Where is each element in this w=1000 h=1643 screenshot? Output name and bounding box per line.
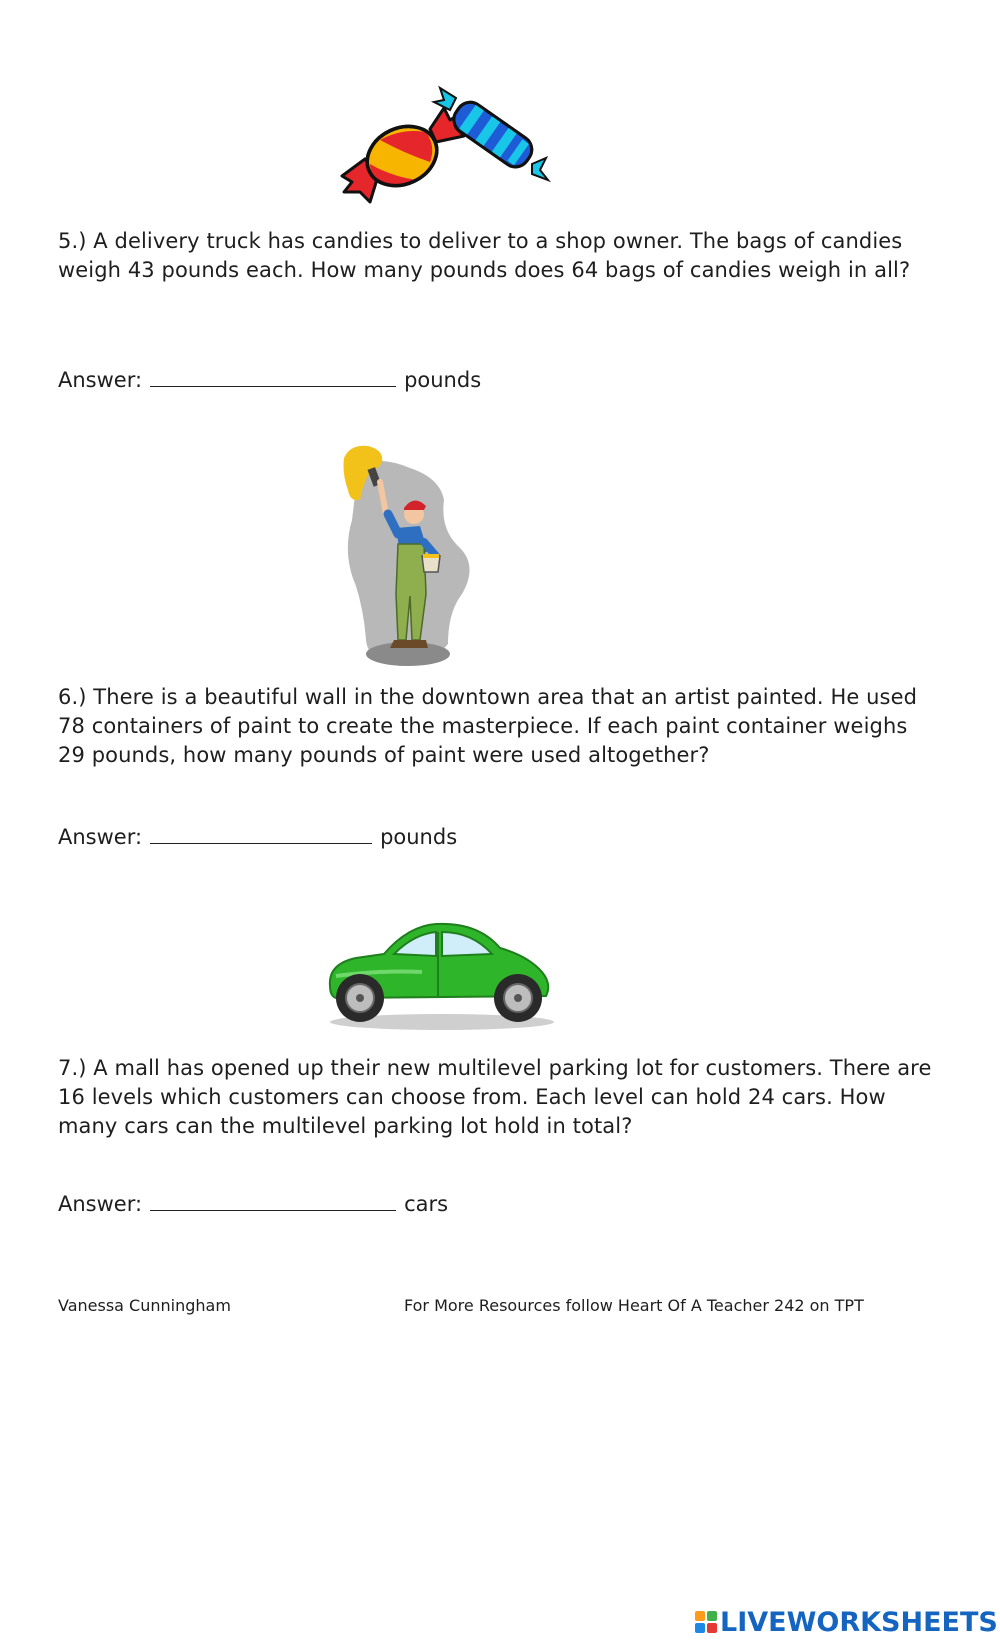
answer-unit: cars [404, 1192, 449, 1216]
liveworksheets-icon [694, 1610, 718, 1634]
question-5-text: 5.) A delivery truck has candies to deliver to a shop owner. The bags of candies weigh 43 pounds each. How many pounds does 64 bags of candies weigh in all? [58, 229, 911, 282]
answer-blank-7[interactable] [150, 1190, 396, 1211]
liveworksheets-logo[interactable] [694, 1606, 998, 1638]
answer-label: Answer: [58, 1192, 143, 1216]
brand-name: LIVEWORKSHEETS [720, 1606, 998, 1638]
question-7-text: 7.) A mall has opened up their new multilevel parking lot for customers. There are 16 levels which customers can choose from. Each level can hold 24 cars. How many cars can the multilevel parking lot hold in total? [58, 1056, 932, 1138]
question-5-answer-row [58, 366, 481, 395]
answer-blank-5[interactable] [150, 366, 396, 387]
answer-unit: pounds [380, 825, 458, 849]
question-6-answer-row [58, 823, 457, 852]
painter-illustration [340, 444, 475, 674]
car-illustration [322, 914, 562, 1034]
answer-unit: pounds [404, 368, 482, 392]
answer-label: Answer: [58, 825, 143, 849]
candy-illustration [340, 84, 555, 209]
answer-label: Answer: [58, 368, 143, 392]
question-7-answer-row [58, 1190, 448, 1219]
footer-author: Vanessa Cunningham [58, 1296, 231, 1315]
answer-blank-6[interactable] [150, 823, 372, 844]
question-6-text: 6.) There is a beautiful wall in the downtown area that an artist painted. He used 78 containers of paint to create the masterpiece. If each paint container weighs 29 pounds, how many pounds of paint were used altogether? [58, 685, 918, 767]
footer-resources: For More Resources follow Heart Of A Teacher 242 on TPT [404, 1296, 864, 1315]
wrapped-candy-red [342, 108, 464, 202]
